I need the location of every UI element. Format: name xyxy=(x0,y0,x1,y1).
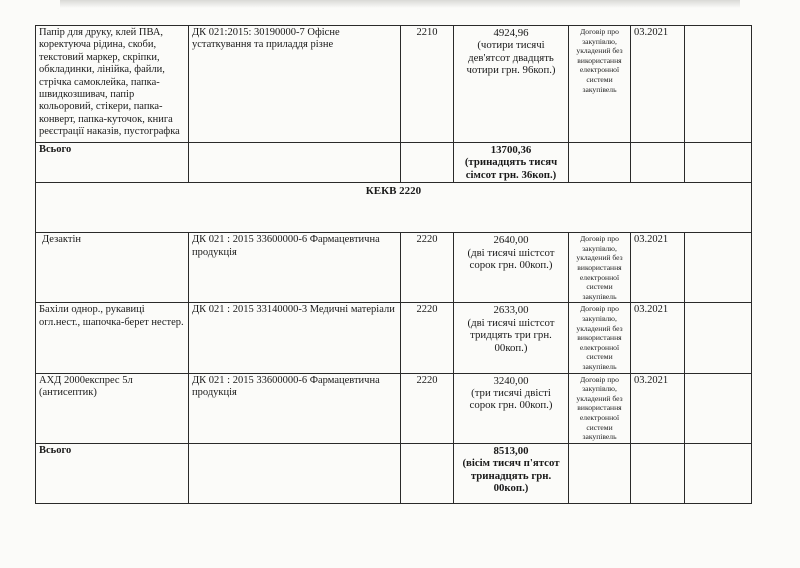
empty-cell xyxy=(189,143,401,183)
amount-cell xyxy=(454,233,569,303)
table-row xyxy=(36,26,752,143)
procedure-type: Договір про закупівлю, укладений без використання електронної системи закупівель xyxy=(569,233,631,303)
total-label: Всього xyxy=(36,143,189,183)
scan-shadow xyxy=(60,0,740,8)
table-row xyxy=(36,303,752,373)
empty-cell xyxy=(569,443,631,503)
amount-words: (три тисячі двісті сорок грн. 00коп.) xyxy=(469,386,553,412)
notes-cell xyxy=(685,233,752,303)
total-amount-words: (тринадцять тисяч сімсот грн. 36коп.) xyxy=(464,156,558,181)
section-row xyxy=(36,183,752,233)
item-name: АХД 2000експрес 5л (антисептик) xyxy=(36,373,189,443)
total-amount-number: 8513,00 xyxy=(493,444,529,457)
procedure-type: Договір про закупівлю, укладений без використання електронної системи закупівель xyxy=(569,373,631,443)
procedure-type: Договір про закупівлю, укладений без використання електронної системи закупівель xyxy=(569,303,631,373)
amount-words: (дві тисячі шістсот тридцять три грн. 00коп.) xyxy=(467,316,555,354)
table-row xyxy=(36,233,752,303)
item-name: Бахіли однор., рукавиці огл.нест., шапочка-берет нестер. xyxy=(36,303,189,373)
amount-number: 3240,00 xyxy=(493,374,529,387)
amount-words: (чотири тисячі дев'ятсот двадцять чотири грн. 96коп.) xyxy=(466,39,556,77)
kekv-code: 2220 xyxy=(401,373,454,443)
amount-number: 2633,00 xyxy=(493,304,529,317)
total-row xyxy=(36,443,752,503)
section-title: КЕКВ 2220 xyxy=(36,183,752,233)
start-date: 03.2021 xyxy=(631,26,685,143)
table-row xyxy=(36,373,752,443)
kekv-code: 2220 xyxy=(401,303,454,373)
total-row xyxy=(36,143,752,183)
amount-number: 4924,96 xyxy=(493,27,529,39)
amount-words: (дві тисячі шістсот сорок грн. 00коп.) xyxy=(467,246,555,272)
start-date: 03.2021 xyxy=(631,373,685,443)
empty-cell xyxy=(401,143,454,183)
empty-cell xyxy=(685,443,752,503)
dk-code: ДК 021 : 2015 33600000-6 Фармацевтична продукція xyxy=(189,233,401,303)
procedure-type: Договір про закупівлю, укладений без використання електронної системи закупівель xyxy=(569,26,631,143)
item-name: Дезактін xyxy=(36,233,189,303)
empty-cell xyxy=(569,143,631,183)
start-date: 03.2021 xyxy=(631,233,685,303)
notes-cell xyxy=(685,303,752,373)
dk-code: ДК 021 : 2015 33140000-3 Медичні матеріали xyxy=(189,303,401,373)
empty-cell xyxy=(685,143,752,183)
kekv-code: 2210 xyxy=(401,26,454,143)
total-label: Всього xyxy=(36,443,189,503)
dk-code: ДК 021:2015: 30190000-7 Офісне устаткування та приладдя різне xyxy=(189,26,401,143)
total-amount-cell xyxy=(454,143,569,183)
item-name: Папір для друку, клей ПВА, коректуюча рідина, скоби, текстовий маркер, скріпки, обкладинки, лінійка, файли, стрічка самоклейка, папка-швидкозшивач, папір кольоровий, стікери, папка-конверт, папка-куточок, книга реєстрації наказів, пустографка xyxy=(36,26,189,143)
dk-code: ДК 021 : 2015 33600000-6 Фармацевтична продукція xyxy=(189,373,401,443)
notes-cell xyxy=(685,26,752,143)
amount-cell xyxy=(454,373,569,443)
start-date: 03.2021 xyxy=(631,303,685,373)
procurement-table xyxy=(35,25,752,504)
empty-cell xyxy=(401,443,454,503)
amount-cell xyxy=(454,26,569,143)
total-amount-words: (вісім тисяч п'ятсот тринадцять грн. 00коп.) xyxy=(462,457,560,494)
amount-number: 2640,00 xyxy=(493,234,529,247)
kekv-code: 2220 xyxy=(401,233,454,303)
empty-cell xyxy=(189,443,401,503)
notes-cell xyxy=(685,373,752,443)
amount-cell xyxy=(454,303,569,373)
empty-cell xyxy=(631,143,685,183)
total-amount-cell xyxy=(454,443,569,503)
total-amount-number: 13700,36 xyxy=(490,144,532,156)
empty-cell xyxy=(631,443,685,503)
